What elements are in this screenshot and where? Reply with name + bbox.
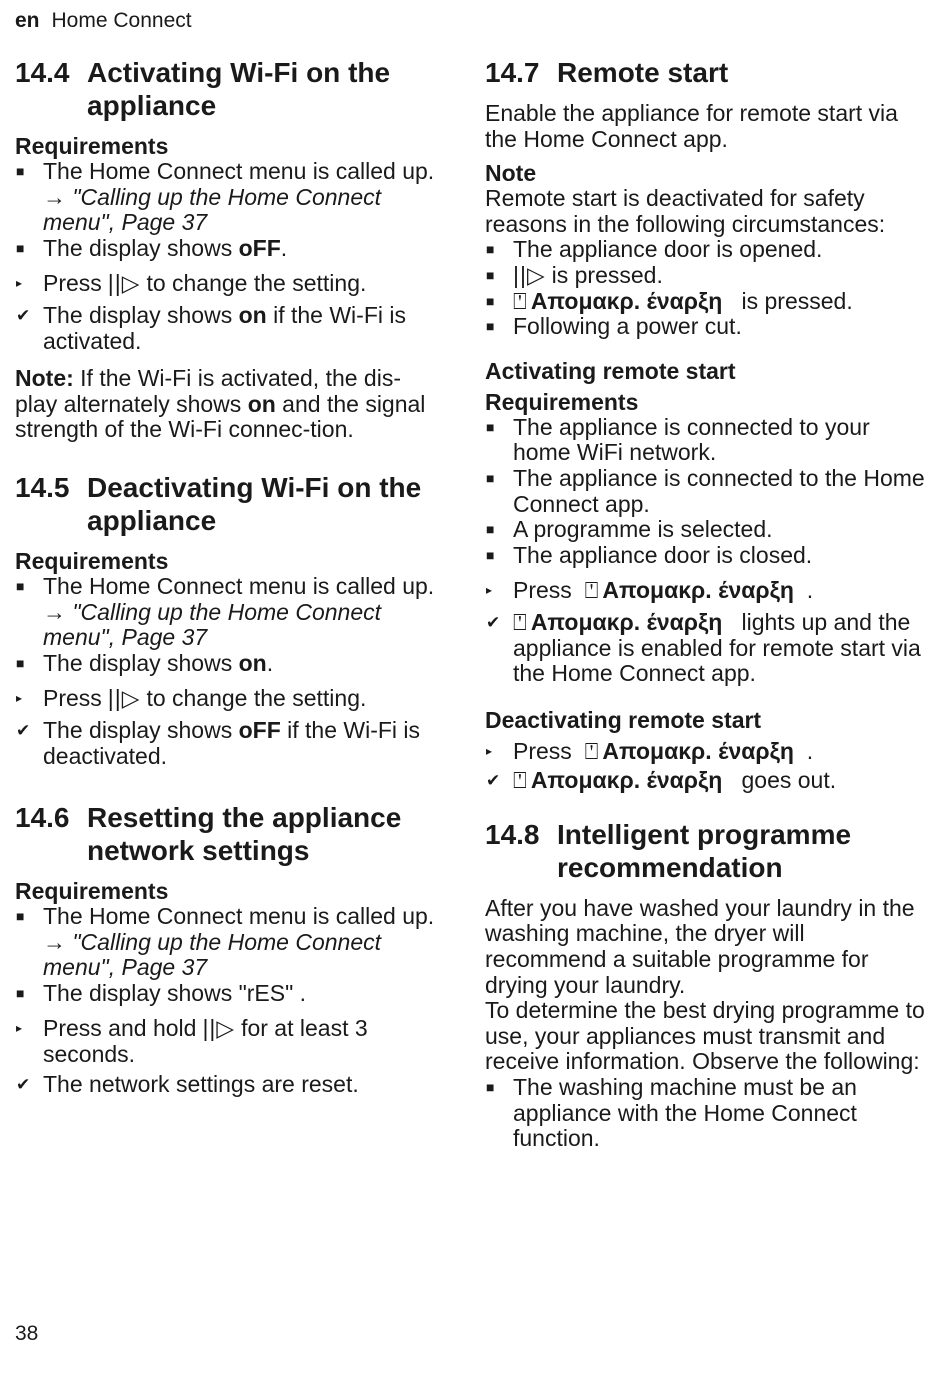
list-item	[485, 517, 925, 543]
section-title-text: Remote start	[557, 57, 729, 88]
list-item	[15, 981, 440, 1007]
step-text: .	[806, 737, 814, 764]
requirements-heading: Requirements	[15, 547, 169, 574]
step-item	[485, 578, 925, 604]
language-code: en	[15, 9, 40, 32]
square-bullet-icon: ■	[486, 266, 495, 283]
step-text: Press and hold	[43, 1015, 197, 1042]
page-reference-link[interactable]: → "Calling up the Home Connect menu", Page 37	[43, 183, 382, 236]
step-item	[15, 1016, 440, 1067]
triangle-bullet-icon: ▸	[16, 691, 23, 706]
button-symbol-label: Απομακρ. έναρξη	[530, 767, 723, 794]
result-item	[15, 1072, 440, 1098]
list-item-text: Following a power cut.	[513, 313, 742, 340]
requirements-heading: Requirements	[485, 388, 639, 415]
section-title-text: Deactivating Wi-Fi on the appliance	[87, 471, 422, 536]
section-title-text: Resetting the appliance network settings	[87, 802, 402, 867]
list-item-text: The appliance is connected to the Home Connect app.	[513, 464, 925, 517]
step-text: Press	[43, 270, 102, 297]
list-item	[15, 574, 440, 651]
list-item	[15, 236, 440, 262]
pause-play-icon: ||▷	[107, 685, 141, 712]
step-text: Press	[513, 737, 572, 764]
result-text: The network settings are reset.	[43, 1070, 359, 1097]
square-bullet-icon: ■	[486, 469, 495, 486]
step-text: .	[806, 577, 814, 604]
triangle-bullet-icon: ▸	[16, 276, 23, 291]
triangle-bullet-icon: ▸	[16, 1021, 23, 1036]
left-column	[15, 56, 440, 1097]
list-item-text: A programme is selected.	[513, 516, 773, 543]
square-bullet-icon: ■	[16, 577, 25, 594]
remote-start-icon: ⍞	[513, 767, 527, 794]
note-label: Note:	[15, 365, 74, 392]
display-value: on	[238, 649, 267, 676]
section-title-text: Intelligent programme recommendation	[557, 818, 852, 883]
list-item	[15, 651, 440, 677]
list-item	[485, 543, 925, 569]
note-heading: Note	[485, 160, 537, 187]
note-paragraph	[15, 366, 440, 443]
list-item-text: The Home Connect menu is called up.	[43, 903, 435, 930]
deactivating-remote-start-heading: Deactivating remote start	[485, 706, 762, 733]
remote-start-icon: ⍞	[513, 608, 527, 635]
list-item-text: The Home Connect menu is called up.	[43, 158, 435, 184]
result-text: The display shows	[43, 301, 239, 328]
check-icon: ✔	[486, 771, 501, 791]
list-item-text: is pressed.	[551, 261, 663, 288]
remote-start-icon: ⍞	[584, 737, 599, 764]
page-header	[15, 9, 192, 33]
section-number: 14.6	[15, 802, 70, 834]
intro-paragraph: Enable the appliance for remote start via the Home Connect app.	[485, 100, 898, 152]
list-item-text: The appliance door is closed.	[513, 541, 813, 568]
list-item-text: The display shows	[43, 649, 239, 676]
square-bullet-icon: ■	[486, 418, 495, 435]
section-title-text: Activating Wi-Fi on the appliance	[87, 57, 391, 121]
result-text: goes out.	[741, 767, 837, 794]
step-item	[485, 739, 925, 765]
display-value: on	[238, 301, 267, 328]
result-text: The display shows	[43, 716, 239, 743]
right-column	[485, 56, 925, 1152]
button-symbol-label: Απομακρ. έναρξη	[530, 287, 723, 314]
square-bullet-icon: ■	[486, 241, 495, 258]
display-value: on	[247, 390, 276, 417]
button-symbol-label: Απομακρ. έναρξη	[530, 608, 723, 635]
step-text: to change the setting.	[146, 270, 367, 297]
result-item	[15, 303, 440, 354]
list-item	[15, 904, 440, 981]
section-14-4-title	[15, 56, 440, 122]
step-item	[15, 686, 440, 712]
list-item-text: The appliance door is opened.	[513, 236, 823, 263]
page-number: 38	[15, 1322, 39, 1345]
step-text: Press	[513, 577, 572, 604]
result-item	[485, 610, 925, 687]
pause-play-icon: ||▷	[107, 270, 141, 297]
step-text: for at least 3 seconds.	[43, 1015, 368, 1068]
list-item-text: The display shows	[43, 234, 239, 261]
step-item	[15, 271, 440, 297]
list-item-text: .	[266, 649, 274, 676]
list-item-text: The appliance is connected to your home WiFi network.	[513, 413, 870, 466]
list-item	[485, 263, 925, 289]
display-value: oFF	[238, 716, 281, 743]
remote-start-icon: ⍞	[513, 287, 527, 314]
section-number: 14.4	[15, 57, 70, 88]
remote-start-icon: ⍞	[584, 577, 599, 604]
button-symbol-label: Απομακρ. έναρξη	[602, 577, 794, 604]
body-paragraph: After you have washed your laundry in the washing machine, the dryer will recommend a suitable programme for drying your laundry.	[485, 894, 915, 998]
result-text: if the Wi-Fi is activated.	[43, 301, 406, 354]
square-bullet-icon: ■	[486, 1079, 495, 1096]
requirements-heading: Requirements	[15, 133, 169, 159]
list-item	[485, 289, 925, 315]
body-paragraph: To determine the best drying programme to use, your appliances must transmit and receive information. Observe the following:	[485, 997, 925, 1075]
square-bullet-icon: ■	[16, 163, 25, 179]
result-text: if the Wi-Fi is deactivated.	[43, 716, 421, 769]
triangle-bullet-icon: ▸	[486, 743, 493, 758]
section-number: 14.5	[15, 471, 70, 503]
square-bullet-icon: ■	[16, 654, 25, 671]
result-item	[15, 718, 440, 769]
square-bullet-icon: ■	[16, 908, 25, 925]
list-item-text: The Home Connect menu is called up.	[43, 572, 435, 599]
list-item	[485, 237, 925, 263]
pause-play-icon: ||▷	[202, 1015, 236, 1042]
note-text: If the Wi-Fi is activated, the dis-play alternately shows	[15, 365, 401, 417]
section-14-7-title	[485, 56, 925, 89]
check-icon: ✔	[16, 720, 31, 740]
triangle-bullet-icon: ▸	[486, 583, 493, 598]
header-title: Home Connect	[51, 9, 192, 32]
result-item	[485, 768, 925, 794]
page-reference-link[interactable]: → "Calling up the Home Connect menu", Page 37	[43, 598, 382, 651]
requirements-heading: Requirements	[15, 878, 169, 905]
section-14-8-title	[485, 818, 925, 884]
section-number: 14.8	[485, 818, 540, 850]
list-item-text: The display shows "rES" .	[43, 979, 307, 1006]
list-item	[485, 314, 925, 340]
step-text: Press	[43, 685, 102, 712]
activating-remote-start-heading: Activating remote start	[485, 357, 736, 384]
square-bullet-icon: ■	[486, 521, 495, 538]
pause-play-icon: ||▷	[513, 261, 546, 288]
step-text: to change the setting.	[146, 685, 367, 712]
button-symbol-label: Απομακρ. έναρξη	[602, 737, 794, 764]
section-14-6-title	[15, 801, 440, 867]
list-item-text: The washing machine must be an appliance with the Home Connect function.	[513, 1074, 857, 1152]
list-item	[485, 1075, 925, 1152]
square-bullet-icon: ■	[486, 546, 495, 563]
note-text: and the signal strength of the Wi-Fi connec-tion.	[15, 390, 426, 443]
check-icon: ✔	[16, 1074, 31, 1094]
list-item	[485, 466, 925, 517]
list-item-text: is pressed.	[741, 287, 853, 314]
section-number: 14.7	[485, 57, 540, 88]
section-14-5-title	[15, 471, 440, 537]
note-paragraph: Remote start is deactivated for safety reasons in the following circumstances:	[485, 185, 886, 237]
list-item-text: .	[280, 234, 288, 261]
page-reference-link[interactable]: → "Calling up the Home Connect menu", Page 37	[43, 928, 382, 981]
square-bullet-icon: ■	[16, 239, 25, 256]
square-bullet-icon: ■	[486, 292, 495, 309]
check-icon: ✔	[486, 612, 501, 632]
list-item	[485, 415, 925, 466]
display-value: oFF	[238, 234, 281, 261]
list-item	[15, 159, 440, 236]
square-bullet-icon: ■	[486, 318, 495, 335]
check-icon: ✔	[16, 305, 31, 325]
result-text: lights up and the appliance is enabled for remote start via the Home Connect app.	[513, 608, 921, 687]
square-bullet-icon: ■	[16, 984, 25, 1001]
